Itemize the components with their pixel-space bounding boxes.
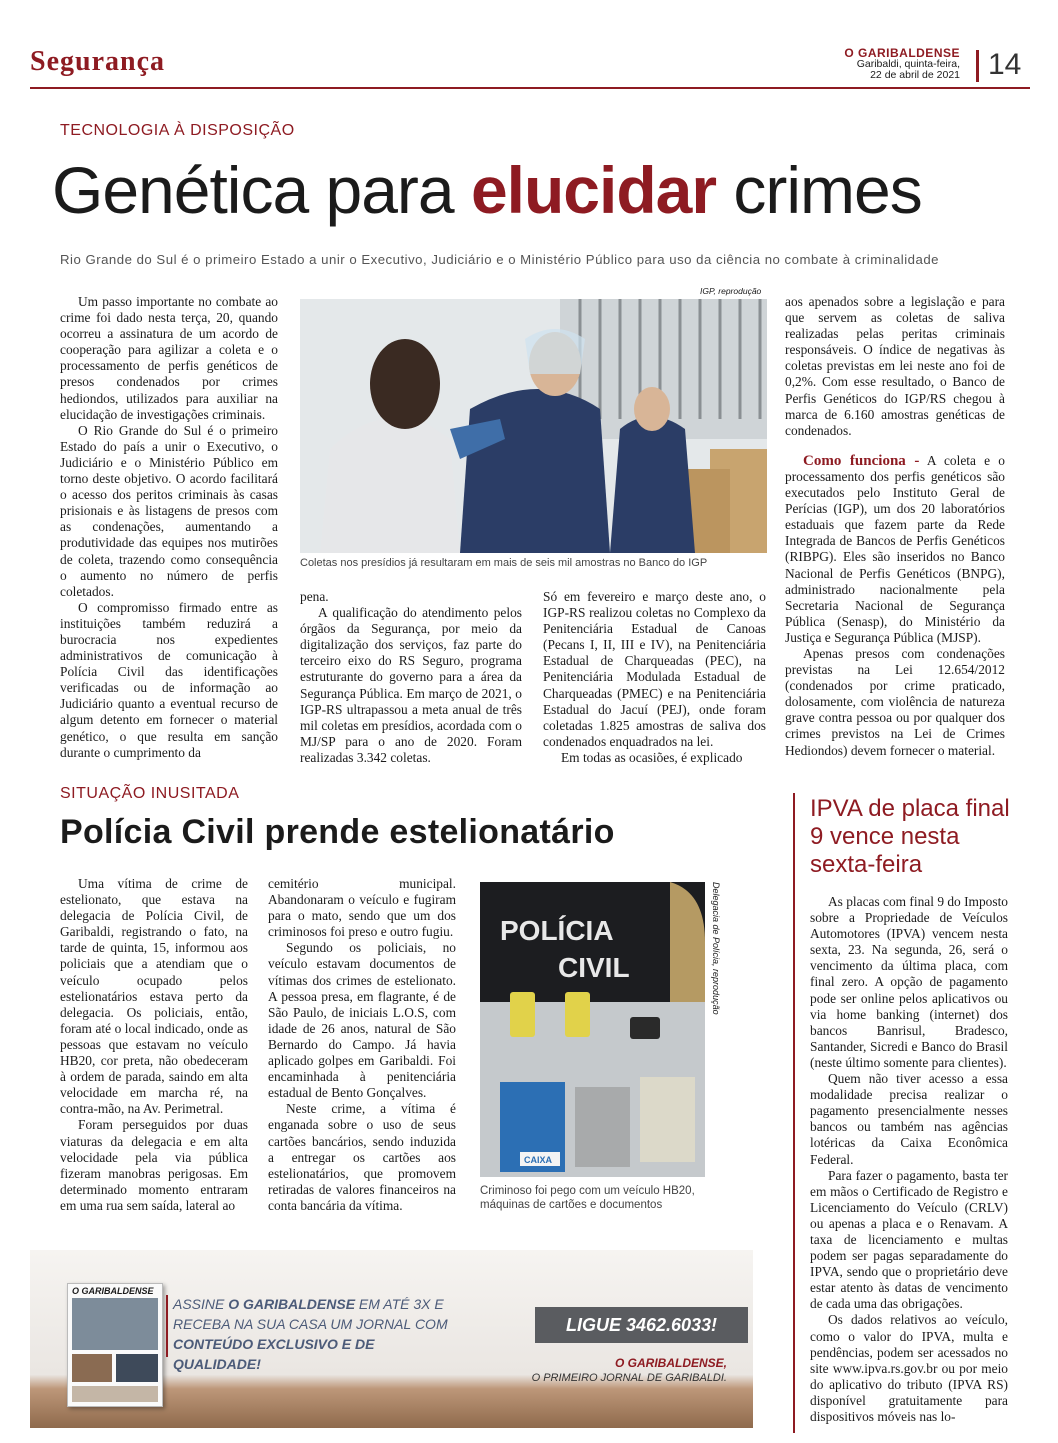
paragraph: Uma vítima de crime de estelionato, que estava na delegacia de Polícia Civil, de Garibaldi, registrando o fato, na tarde de quinta, 15, informou aos policiais que a atendiam que o veículo ocupado pelos estelionatários estava perto da delegacia. Os policiais, então, foram até o local indicado, onde as pessoas que estavam no veículo HB20, cor preta, não obedeceram à ordem de parada, saindo em alta velocidade em marcha ré, na contra-mão, na Av. Perimetral.	[60, 876, 248, 1117]
paragraph: Em todas as ocasiões, é explicado	[561, 749, 743, 765]
article2-column-2	[268, 876, 456, 1214]
paper-info	[844, 48, 960, 81]
article2-kicker: SITUAÇÃO INUSITADA	[60, 785, 240, 802]
paragraph: O Rio Grande do Sul é o primeiro Estado do país a unir o Executivo, o Judiciário e o Ministério Público em torno deste objetivo. O acordo facilitará o acesso dos peritos criminais às casas prisionais e às listagens de presos com as condenações, aumentando a produtividade das equipes nos mutirões de coleta, trazendo como consequência o aumento no número de perfis coletados.	[60, 422, 278, 599]
cover-illustration	[68, 1284, 162, 1406]
paragraph: Apenas presos com condenações previstas na Lei 12.654/2012 (condenados por crime praticado, dolosamente, com violência de natureza grave contra pessoa ou por qualquer dos crimes previstos na Lei de Crimes Hediondos) devem fornecer o material.	[785, 645, 1005, 758]
photo-credit: Delegacia de Polícia, reprodução	[711, 882, 721, 1015]
photo-illustration	[480, 882, 705, 1177]
paragraph: pena.	[300, 589, 329, 604]
newspaper-cover-thumbnail	[67, 1283, 163, 1407]
article1-column-1	[60, 294, 278, 761]
paragraph: Quem não tiver acesso a essa modalidade precisa realizar o pagamento presencialmente nesses bancos ou também nas agências lotéricas da Caixa Econômica Federal.	[810, 1071, 1008, 1167]
paragraph: O compromisso firmado entre as instituições também reduzirá a burocracia nos expedientes administrativos de comunicação à Polícia Civil das identificações verificadas ou de informação ao Judiciário quanto a eventual recurso de algum detento em fornecer o material genético, o que resulta em sanção durante o cumprimento da	[60, 599, 278, 760]
paragraph: Segundo os policiais, no veículo estavam documentos de vítimas dos crimes de estelionato. A pessoa presa, em flagrante, é de São Paulo, de iniciais L.O.S, com idade de 26 anos, natural de São Bernardo do Campo. Já havia aplicado golpes em Garibaldi. Foi encaminhada à penitenciária estadual de Bento Gonçalves.	[268, 940, 456, 1101]
article1-column-2	[300, 589, 522, 766]
article1-column-4	[785, 294, 1005, 759]
article1-subhead: Rio Grande do Sul é o primeiro Estado a unir o Executivo, Judiciário e o Ministério Público para uso da ciência no combate à criminalidade	[60, 252, 939, 267]
headline-part1: Genética para	[52, 153, 471, 227]
ad-brand: O GARIBALDENSE	[228, 1296, 356, 1312]
article2-headline: Polícia Civil prende estelionatário	[60, 813, 615, 851]
article2-column-1	[60, 876, 248, 1214]
header-rule	[30, 87, 1030, 89]
ad-line1-pre: ASSINE	[173, 1296, 229, 1312]
paragraph: As placas com final 9 do Imposto sobre a Propriedade de Veículos Automotores (IPVA) vencem nesta sexta, 23. Na segunda, 26, será o vencimento da última placa, com final zero. A opção de pagamento pode ser online pelos aplicativos ou via home banking (internet) dos bancos Banrisul, Bradesco, Santander, Sicredi e Banco do Brasil (neste último somente para clientes).	[810, 894, 1008, 1070]
ad-line3: CONTEÚDO EXCLUSIVO E DE QUALIDADE!	[173, 1336, 375, 1372]
photo-sign-line2: CIVIL	[558, 952, 630, 983]
photo-illustration	[300, 299, 767, 553]
ad-line1	[173, 1294, 463, 1314]
seized-items-photo	[480, 882, 705, 1177]
article1-column-3	[543, 589, 766, 766]
ad-slogan-brand: O GARIBALDENSE,	[614, 1356, 727, 1370]
forensic-collection-photo	[300, 299, 767, 553]
paragraph	[785, 453, 1005, 646]
ad-line2: RECEBA NA SUA CASA UM JORNAL COM	[173, 1316, 448, 1332]
paragraph: cemitério municipal. Abandonaram o veículo e fugiram para o mato, sendo que um dos criminosos foi preso e outro fugiu.	[268, 876, 456, 940]
article1-headline	[52, 150, 1012, 230]
paragraph: aos apenados sobre a legislação e para que servem as coletas de saliva realizadas pelas peritas criminais responsáveis. O índice de negativas às coletas previstas em lei neste ano foi de 0,2%. Com esse resultado, o Banco de Perfis Genéticos do IGP/RS chegou à marca de 6.160 amostras genéticas de condenados.	[785, 294, 1005, 438]
photo-sign-line1: POLÍCIA	[500, 915, 614, 946]
photo-credit: IGP, reprodução	[700, 286, 762, 296]
inline-subhead: Como funciona -	[803, 452, 920, 469]
paragraph: Foram perseguidos por duas viaturas da delegacia e em alta velocidade pela via pública fizeram manobras perigosas. Em determinado momento entraram em uma rua sem saída, lateral ao	[60, 1117, 248, 1213]
ad-phone-button[interactable]: LIGUE 3462.6033!	[535, 1307, 748, 1343]
article1-kicker: TECNOLOGIA À DISPOSIÇÃO	[60, 122, 295, 139]
paragraph: Só em fevereiro e março deste ano, o IGP-RS realizou coletas no Complexo da Penitenciária Estadual de Canoas (Pecans I, II, III e IV), na Penitenciária Estadual de Charqueadas (PEC), na Penitenciária Modulada Estadual de Charqueadas (PMEC) e na Penitenciária Estadual do Jacuí (PEJ), onde foram coletadas 1.825 amostras de saliva dos condenados enquadrados na lei.	[543, 589, 766, 749]
paragraph: Os dados relativos ao veículo, como o valor do IPVA, multa e pendências, podem ser acessados no site www.ipva.rs.gov.br ou por meio do aplicativo do tributo (IPVA RS) disponível gratuitamente para dispositivos móveis nas lo-	[810, 1312, 1008, 1424]
paragraph: A qualificação do atendimento pelos órgãos da Segurança, por meio da digitalização dos serviços, faz parte do terceiro eixo do RS Seguro, programa estruturante do governo para a área da Segurança Pública. Em março de 2021, o IGP-RS ultrapassou a meta anual de três mil coletas em presídios, acordada com o MJ/SP para o ano de 2020. Foram realizadas 3.342 coletas.	[300, 605, 522, 765]
paper-date-line1: Garibaldi, quinta-feira,	[856, 58, 960, 70]
headline-emphasis: elucidar	[470, 153, 717, 227]
sidebar-body	[810, 894, 1008, 1425]
sidebar-headline: IPVA de placa final 9 vence nesta sexta-feira	[810, 795, 1010, 878]
paragraph: Um passo importante no combate ao crime foi dado nesta terça, 20, quando ocorreu a assinatura de um acordo de cooperação para agilizar a coleta e o processamento de perfis genéticos de presos condenados por crimes hediondos, utilizados para auxiliar na elucidação de investigações criminais.	[60, 294, 278, 422]
sidebar-rule	[793, 793, 795, 1433]
page-number-separator	[976, 50, 979, 82]
section-title: Segurança	[30, 46, 165, 77]
page-number: 14	[988, 48, 1022, 81]
inline-subhead-text: A coleta e o processamento dos perfis genéticos são executados pelo Instituto Geral de Perícias (IGP), um dos 20 laboratórios estaduais que fazem parte da Rede Integrada de Bancos de Perfis Genéticos (RIBPG). Eles são inseridos no Banco Nacional de Perfis Genéticos (BNPG), administrado nacionalmente pela Secretaria Nacional de Segurança Pública (Senasp), do Ministério da Justiça e Segurança Pública (MJSP).	[785, 452, 1006, 645]
paper-date-line2: 22 de abril de 2021	[870, 69, 960, 81]
photo-caption: Criminoso foi pego com um veículo HB20, máquinas de cartões e documentos	[480, 1185, 695, 1211]
photo-card-label: CAIXA	[524, 1155, 553, 1165]
photo-caption: Coletas nos presídios já resultaram em mais de seis mil amostras no Banco do IGP	[300, 557, 708, 569]
ad-slogan: O PRIMEIRO JORNAL DE GARIBALDI.	[531, 1372, 727, 1384]
ad-line1-post: EM ATÉ 3X E	[355, 1296, 444, 1312]
paper-name: O GARIBALDENSE	[844, 46, 960, 60]
paragraph: Neste crime, a vítima é enganada sobre o uso de seus cartões bancários, sendo induzida a entregar os cartões aos estelionatários, que promovem retiradas de valores financeiros na conta bancária da vítima.	[268, 1101, 456, 1213]
ad-divider	[166, 1295, 168, 1357]
ad-cover-title: O GARIBALDENSE	[72, 1286, 154, 1296]
headline-part2: crimes	[716, 153, 922, 227]
ad-copy	[173, 1294, 463, 1374]
paragraph: Para fazer o pagamento, basta ter em mãos o Certificado de Registro e Licenciamento do Veículo (CRLV) ou apenas a placa e o Renavam. A taxa de licenciamento e multas podem ser pagas separadamente do IPVA, sendo que o proprietário deve estar atento às datas de vencimento de cada uma das obrigações.	[810, 1167, 1008, 1312]
